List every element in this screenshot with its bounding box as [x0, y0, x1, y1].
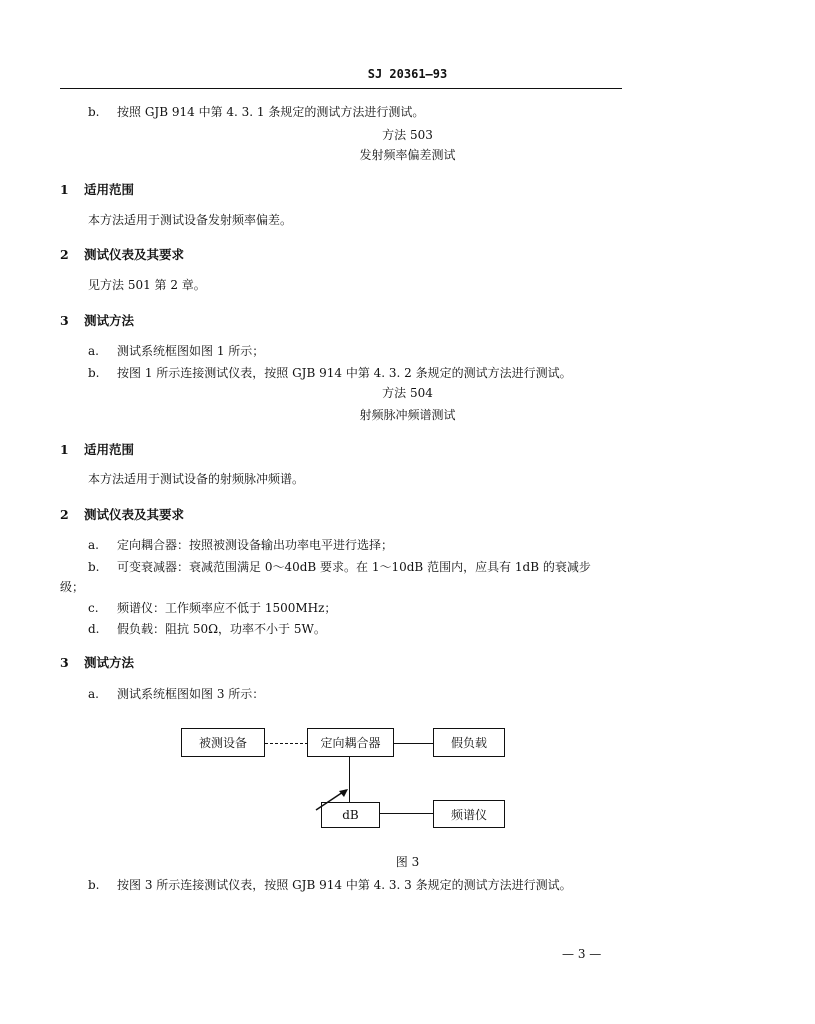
intro-item-text: 按照 GJB 914 中第 4. 3. 1 条规定的测试方法进行测试。 — [117, 105, 425, 119]
m503-s1-number: 1 — [60, 182, 69, 197]
connector-dut-coupler — [265, 743, 308, 744]
m504-s2-item-b-label: b. — [88, 560, 100, 574]
m503-s3-number: 3 — [60, 313, 69, 328]
m504-s3-title: 测试方法 — [84, 655, 135, 670]
box-device-under-test: 被测设备 — [181, 728, 265, 757]
m504-s3-item-a-label: a. — [88, 687, 99, 701]
method-504-subtitle: 射频脉冲频谱测试 — [359, 408, 456, 422]
m504-s2-item-a-text: 定向耦合器：按照被测设备输出功率电平进行选择； — [117, 538, 394, 552]
m504-s2-item-c-text: 频谱仪：工作频率应不低于 1500MHz； — [117, 601, 337, 615]
method-503-subtitle: 发射频率偏差测试 — [359, 148, 456, 162]
m503-s1-title: 适用范围 — [84, 182, 135, 197]
box-directional-coupler: 定向耦合器 — [307, 728, 394, 757]
box-attenuator: dB — [321, 802, 380, 828]
m503-s2-number: 2 — [60, 247, 69, 262]
connector-attenuator-analyzer — [380, 813, 434, 814]
m503-s2-body: 见方法 501 第 2 章。 — [88, 278, 206, 292]
m503-s3-item-a-label: a. — [88, 344, 99, 358]
m504-s1-title: 适用范围 — [84, 442, 135, 457]
m504-s3-item-b-label: b. — [88, 878, 100, 892]
m503-s1-body: 本方法适用于测试设备发射频率偏差。 — [88, 213, 293, 227]
m504-s1-number: 1 — [60, 442, 69, 457]
m504-s2-number: 2 — [60, 507, 69, 522]
m503-s3-item-b-label: b. — [88, 366, 100, 380]
m504-s3-item-b-text: 按图 3 所示连接测试仪表，按照 GJB 914 中第 4. 3. 3 条规定的测试方法进行测试。 — [117, 878, 572, 892]
page-number: — 3 — — [562, 947, 602, 961]
m504-s2-item-c-label: c. — [88, 601, 99, 615]
m503-s3-item-b-text: 按图 1 所示连接测试仪表，按照 GJB 914 中第 4. 3. 2 条规定的测试方法进行测试。 — [117, 366, 572, 380]
m503-s3-item-a-text: 测试系统框图如图 1 所示； — [117, 344, 265, 358]
m504-s2-item-b-continuation: 级； — [60, 580, 85, 594]
m504-s2-item-d-text: 假负载：阻抗 50Ω，功率不小于 5W。 — [117, 622, 326, 636]
m504-s3-item-a-text: 测试系统框图如图 3 所示： — [117, 687, 265, 701]
figure-3-caption: 图 3 — [395, 855, 420, 869]
header-rule — [60, 88, 622, 89]
m504-s2-item-a-label: a. — [88, 538, 99, 552]
method-504-title: 方法 504 — [382, 386, 433, 400]
m503-s2-title: 测试仪表及其要求 — [84, 247, 185, 262]
connector-coupler-load — [393, 743, 434, 744]
box-dummy-load: 假负载 — [433, 728, 505, 757]
m504-s2-item-b-text: 可变衰减器：衰减范围满足 0～40dB 要求。在 1～10dB 范围内，应具有 1dB 的衰减步 — [117, 560, 591, 574]
m504-s2-item-d-label: d. — [88, 622, 100, 636]
intro-item-label: b. — [88, 105, 100, 119]
m504-s1-body: 本方法适用于测试设备的射频脉冲频谱。 — [88, 472, 305, 486]
variable-attenuator-arrow-icon — [312, 786, 352, 814]
m504-s3-number: 3 — [60, 655, 69, 670]
box-spectrum-analyzer: 频谱仪 — [433, 800, 505, 828]
document-number: SJ 20361—93 — [367, 67, 448, 81]
m504-s2-title: 测试仪表及其要求 — [84, 507, 185, 522]
method-503-title: 方法 503 — [382, 128, 433, 142]
m503-s3-title: 测试方法 — [84, 313, 135, 328]
